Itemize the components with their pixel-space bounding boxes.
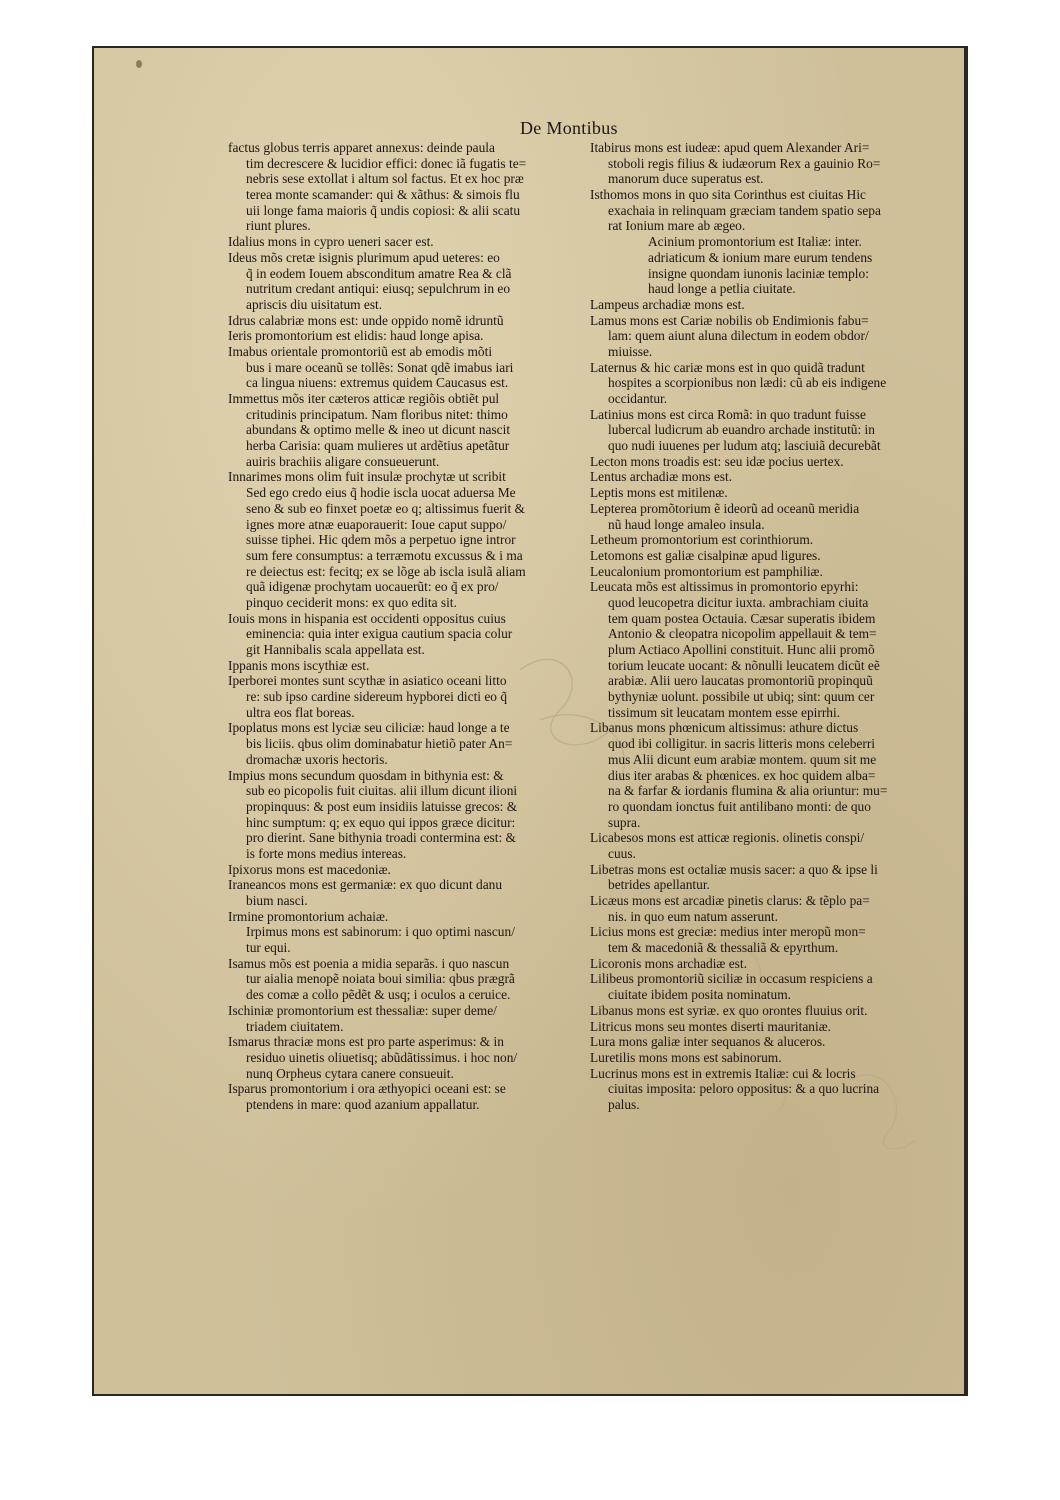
text-line: nebris sese extollat i altum sol factus. Et ex hoc præ: [246, 171, 524, 187]
text-line: Luretilis mons mons est sabinorum.: [590, 1049, 782, 1065]
text-line: Ippanis mons iscythiæ est.: [228, 657, 370, 673]
text-line: re deiectus est: fecitq; ex se lõge ab iscla isulã aliam: [246, 563, 526, 579]
text-line: uii longe fama maioris q̃ undis copiosi: & alii scatu: [246, 202, 521, 218]
text-line: Ideus mõs cretæ isignis plurimum apud ueteres: eo: [228, 249, 500, 265]
text-line: terea monte scamander: qui & xãthus: & simois flu: [246, 187, 520, 203]
text-line: suisse tiphei. Hic qdem mõs a perpetuo igne intror: [246, 532, 516, 548]
text-line: Lilibeus promontoriũ siciliæ in occasum respiciens a: [590, 971, 873, 987]
text-line: git Hannibalis scala appellata est.: [246, 642, 425, 657]
text-line: tem quam postea Octauia. Cæsar superatis ibidem: [608, 610, 876, 626]
text-line: Iperborei montes sunt scythæ in asiatico oceani litto: [228, 673, 507, 689]
left-column: [228, 140, 578, 1113]
text-line: riunt plures.: [246, 218, 311, 234]
text-line: ptendens in mare: quod azanium appallatur.: [246, 1096, 480, 1112]
text-line: sum fere consumptus: a terræmotu excussus & i ma: [246, 547, 523, 563]
text-line: mus Alii dicunt eum arabiæ montem. quum sit me: [608, 751, 877, 767]
text-line: ro quondam ionctus fuit antilibano monti: de quo: [608, 798, 871, 814]
text-line: Lucrinus mons est in extremis Italiæ: cui & locris: [590, 1065, 856, 1081]
text-line: q̃ in eodem Iouem absconditum amatre Rea & clã: [246, 265, 512, 281]
text-line: quo nudi iuuenes per ludum atq; lasciuiã decurebãt: [608, 438, 881, 454]
text-line: stoboli regis filius & iudæorum Rex a gauinio Ro=: [608, 155, 881, 171]
text-line: Libanus mons phœnicum altissimus: athure dictus: [590, 720, 859, 736]
text-line: Ischiniæ promontorium est thessaliæ: super deme/: [228, 1002, 497, 1018]
text-line: Impius mons secundum quosdam in bithynia est: &: [228, 767, 504, 783]
text-line: bus i mare oceanũ se tollẽs: Sonat qdẽ imabus iari: [246, 359, 514, 375]
text-line: Immettus mõs iter cæteros atticæ regiõis obtiẽt pul: [228, 391, 500, 406]
ink-spot: [136, 60, 142, 68]
text-line: dius iter arabas & phœnices. ex hoc quidem alba=: [608, 767, 876, 783]
text-line: Letomons est galiæ cisalpinæ apud ligures.: [590, 547, 821, 563]
text-line: ignes more atnæ euaporauerit: Ioue caput suppo/: [246, 516, 507, 532]
text-line: Ismarus thraciæ mons est pro parte asperimus: & in: [228, 1034, 504, 1050]
text-line: Ipixorus mons est macedoniæ.: [228, 861, 391, 877]
text-line: Lecton mons troadis est: seu idæ pocius uertex.: [590, 453, 844, 469]
text-line: residuo uinetis oliuetisq; abũdãtissimus. i hoc non/: [246, 1049, 518, 1065]
text-line: Leucata mõs est altissimus in promontorio epyrhi:: [590, 579, 859, 595]
text-line: insigne quondam iunonis laciniæ templo:: [648, 265, 869, 281]
text-line: quod ibi colligitur. in sacris litteris mons celeberri: [608, 736, 876, 752]
text-line: Laternus & hic cariæ mons est in quo quidã tradunt: [590, 359, 865, 375]
text-line: Lampeus archadiæ mons est.: [590, 296, 745, 312]
text-line: apriscis diu uisitatum est.: [246, 296, 383, 312]
text-line: Libetras mons est octaliæ musis sacer: a quo & ipse li: [590, 861, 878, 877]
running-head: De Montibus: [520, 118, 618, 138]
text-line: exachaia in relinquam græciam tandem spatio sepa: [608, 202, 881, 218]
text-line: na & farfar & iordanis flumina & alia oriuntur: mu=: [608, 783, 888, 799]
text-line: sub eo picopolis fuit ciuitas. alii illum dicunt ilioni: [246, 783, 518, 799]
text-line: Licoronis mons archadiæ est.: [590, 955, 747, 971]
text-line: nutritum credant antiqui: eiusq; sepulchrum in eo: [246, 281, 511, 297]
text-line: Licius mons est greciæ: medius inter meropũ mon=: [590, 924, 866, 940]
text-line: haud longe a petlia ciuitate.: [648, 281, 796, 297]
text-line: triadem ciuitatem.: [246, 1018, 344, 1034]
text-line: Isthomos mons in quo sita Corinthus est ciuitas Hic: [590, 187, 866, 203]
text-line: eminencia: quia inter exigua cautium spacia colur: [246, 626, 513, 642]
text-line: propinquus: & post eum insidiis latuisse grecos: &: [246, 798, 518, 814]
text-line: tim decrescere & lucidior effici: donec iã fugatis te=: [246, 155, 527, 171]
text-line: Iraneancos mons est germaniæ: ex quo dicunt danu: [228, 877, 503, 893]
text-line: Itabirus mons est iudeæ: apud quem Alexander Ari=: [590, 140, 870, 155]
text-line: Libanus mons est syriæ. ex quo orontes fluuius orit.: [590, 1002, 868, 1018]
text-line: Idalius mons in cypro ueneri sacer est.: [228, 234, 434, 250]
right-column: [590, 140, 940, 1113]
text-line: Ipoplatus mons est lyciæ seu ciliciæ: haud longe a te: [228, 720, 510, 736]
text-line: Irmine promontorium achaiæ.: [228, 908, 389, 924]
text-line: herba Carisia: quam mulieres ut ardẽtius apetãtur: [246, 438, 510, 454]
text-line: manorum duce superatus est.: [608, 171, 764, 187]
text-line: occidantur.: [608, 391, 668, 406]
text-line: Sed ego credo eius q̃ hodie iscla uocat aduersa Me: [246, 485, 516, 501]
text-line: Latinius mons est circa Romã: in quo tradunt fuisse: [590, 406, 866, 422]
text-line: ciuitas imposita: peloro oppositus: & a quo lucrina: [608, 1081, 880, 1097]
text-line: re: sub ipso cardine sidereum hypborei dicti eo q̃: [246, 689, 508, 705]
text-line: Iouis mons in hispania est occidenti oppositus cuius: [228, 610, 506, 626]
text-line: Acinium promontorium est Italiæ: inter.: [648, 234, 862, 250]
text-line: des comæ a collo pẽdẽt & usq; i oculos a ceruice.: [246, 987, 511, 1003]
text-line: Irpimus mons est sabinorum: i quo optimi nascun/: [246, 924, 515, 940]
text-line: bium nasci.: [246, 893, 308, 908]
text-line: Lura mons galiæ inter sequanos & aluceros.: [590, 1034, 826, 1050]
text-line: pinquo ceciderit mons: ex quo edita sit.: [246, 594, 457, 610]
text-line: tur equi.: [246, 940, 291, 956]
text-line: plum Actiaco Apollini constituit. Hunc alii promõ: [608, 642, 875, 657]
text-line: Leptis mons est mitilenæ.: [590, 485, 728, 501]
text-line: supra.: [608, 814, 641, 830]
text-line: arabiæ. Alii uero laucatas promontoriũ propinquũ: [608, 673, 873, 689]
text-line: Licabesos mons est atticæ regionis. olinetis conspi/: [590, 830, 865, 846]
text-line: rat Ionium mare ab ægeo.: [608, 218, 746, 234]
text-line: betrides apellantur.: [608, 877, 710, 893]
text-line: Ieris promontorium est elidis: haud longe apisa.: [228, 328, 484, 344]
text-line: abundans & optimo melle & ineo ut dicunt nascit: [246, 422, 511, 438]
text-line: hospites a scorpionibus non lædi: cũ ab eis indigene: [608, 375, 887, 391]
text-line: ultra eos flat boreas.: [246, 704, 355, 720]
text-line: torium leucate uocant: & nõnulli leucatem dicũt eẽ: [608, 657, 880, 673]
text-line: cuus.: [608, 845, 636, 861]
text-line: tur aialia menopẽ noiata boui similia: qbus prægrã: [246, 971, 515, 987]
text-line: ca lingua niuens: extremus quidem Caucasus est.: [246, 375, 509, 391]
text-line: quã idigenæ prochytam uocauerũt: eo q̃ ex pro/: [246, 579, 499, 595]
text-line: nis. in quo eum natum asserunt.: [608, 908, 778, 924]
text-line: Isamus mõs est poenia a midia separãs. i quo nascun: [228, 955, 510, 971]
text-line: Licæus mons est arcadiæ pinetis clarus: & tẽplo pa=: [590, 893, 870, 908]
text-line: Lentus archadiæ mons est.: [590, 469, 733, 485]
text-line: Letheum promontorium est corinthiorum.: [590, 532, 814, 548]
text-line: lubercal ludicrum ab euandro archade institutũ: in: [608, 422, 875, 438]
text-line: Innarimes mons olim fuit insulæ prochytæ ut scribit: [228, 469, 506, 485]
text-line: Lepterea promõtorium ẽ ideorũ ad oceanũ meridia: [590, 500, 860, 516]
text-line: ciuitate ibidem posita nominatum.: [608, 987, 791, 1003]
text-line: critudinis principatum. Nam floribus nitet: thimo: [246, 406, 508, 422]
text-line: hinc sumptum: q; ex equo qui ippos græce dicitur:: [246, 814, 516, 830]
text-line: miuisse.: [608, 343, 653, 359]
text-line: bythyniæ uolunt. possibile ut ubiq; sint: quum cer: [608, 689, 875, 705]
text-line: Antonio & cleopatra nicopolim appellauit & tem=: [608, 626, 877, 642]
text-line: auiris brachiis aligare consueuerunt.: [246, 453, 440, 469]
text-line: bis liciis. qbus olim dominabatur hietiõ pater An=: [246, 736, 513, 752]
text-line: Isparus promontorium i ora æthyopici oceani est: se: [228, 1081, 506, 1097]
text-line: factus globus terris apparet annexus: deinde paula: [228, 140, 495, 155]
text-line: nunq Orpheus cytara canere consueuit.: [246, 1065, 454, 1081]
text-line: pro dierint. Sane bithynia troadi contermina est: &: [246, 830, 516, 846]
text-line: tem & macedoniã & thessaliã & epyrthum.: [608, 940, 839, 956]
text-line: dromachæ uxoris hectoris.: [246, 751, 388, 767]
text-line: tissimum sit leucatam montem esse epirrhi.: [608, 704, 841, 720]
text-line: Idrus calabriæ mons est: unde oppido nomẽ idruntũ: [228, 312, 504, 328]
text-line: Imabus orientale promontoriũ est ab emodis mõti: [228, 343, 493, 359]
text-line: Leucalonium promontorium est pamphiliæ.: [590, 563, 823, 579]
text-line: palus.: [608, 1096, 640, 1112]
text-line: quod leucopetra dicitur iuxta. ambrachiam ciuita: [608, 594, 869, 610]
text-line: is forte mons medius intereas.: [246, 845, 407, 861]
text-line: lam: quem aiunt aluna dilectum in eodem obdor/: [608, 328, 869, 344]
text-line: seno & sub eo finxet poetæ eo q; altissimus fuerit &: [246, 500, 525, 516]
text-line: Litricus mons seu montes diserti mauritaniæ.: [590, 1018, 831, 1034]
text-line: nũ haud longe amaleo insula.: [608, 516, 765, 532]
text-line: Lamus mons est Cariæ nobilis ob Endimionis fabu=: [590, 312, 869, 328]
text-line: adriaticum & ionium mare eurum tendens: [648, 249, 873, 265]
